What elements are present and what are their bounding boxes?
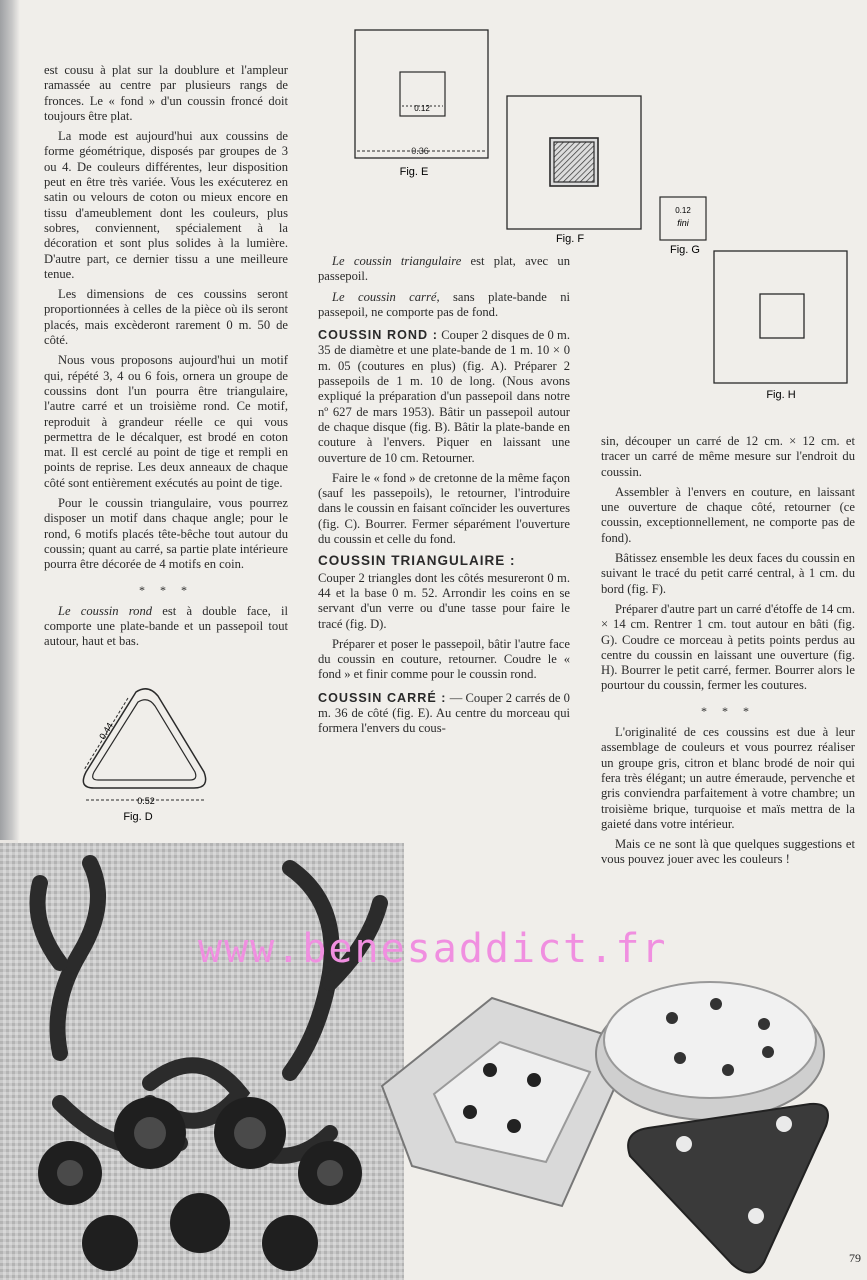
paragraph: Pour le coussin triangulaire, vous pourrez disposer un motif dans chaque angle; pour le rond, 6 motifs placés tête-bêche tout autour du coussin; quant au carré, sa partie plate intérieure pourra être décorée de 4 motifs en coin. [44,496,288,572]
figure-caption: Fig. H [766,389,796,401]
paragraph-text: — Couper 2 carrés de 0 m. 36 de côté (fig. E). Au centre du morceau qui formera l'envers du cous- [318,690,570,736]
triangle-cushion [628,1104,828,1273]
dimension-label: 0.12 [414,104,430,113]
section-separator: * * * [139,582,193,597]
paragraph: Préparer et poser le passepoil, bâtir l'autre face du coussin en couture, retourner. Coudre le « fond » et finir comme pour le coussin rond. [318,636,570,682]
paragraph-text: sans plate-bande ni passepoil, ne comporte pas de fond. [318,289,570,319]
figure-note: fini [677,218,689,228]
paragraph: Faire le « fond » de cretonne de la même façon (sauf les passepoils), le retourner, l'introduire dans le coussin en faisant coïncider les ouvertures (fig. C). Bourrer. Fermer séparément l'ouverture du coussin et celle du fond. [318,470,570,547]
figure-caption: Fig. G [670,244,700,256]
paragraph: Couper 2 triangles dont les côtés mesureront 0 m. 44 et la base 0 m. 52. Arrondir les coins en se servant d'un verre ou d'une tasse pour faire le tracé (fig. D). [318,570,570,631]
figure-caption: Fig. D [123,811,153,823]
figure-caption: Fig. E [399,166,429,178]
text-column-right [601,434,855,873]
diagram-figure-d [70,680,230,830]
figure-caption: Fig. F [555,233,585,245]
paragraph: L'originalité de ces coussins est due à leur assemblage de couleurs et vous pourrez réaliser un groupe gris, citron et blanc brodé de noir qui fera très élégant; un autre émeraude, pervenche et gris conviendra parfaitement à votre chambre; un troisième brique, turquoise et maïs mettra de la gaieté dans votre intérieur. [601,725,855,831]
paragraph: Nous vous proposons aujourd'hui un motif qui, répété 3, 4 ou 6 fois, ornera un groupe de coussins dont l'un pourra être triangulaire, l'autre carré et un troisième rond. Ce motif, reproduit à grandeur réelle ce qui vous permettra de le décalquer, est brodé en coton mat. Il est cerclé au point de tige et rempli en points de reprise. Les deux anneaux de chaque côté sont entièrement exécutés au point de tige. [44,353,288,490]
paragraph-text: Couper 2 disques de 0 m. 35 de diamètre et une plate-bande de 1 m. 10 × 0 m. 05 (coutures en plus) (fig. A). Préparer 2 passepoils de 1 m. 10 de long. (Nous avons expliqué la préparation d'un passepoil dans notre nº 627 de mars 1953). Bâtir un passepoil autour de chaque disque (fig. B). Bâtir la plate-bande en couture à l'envers. Piquer en laissant une ouverture de 10 cm. Retourner. [318,328,571,465]
paragraph: Préparer d'autre part un carré d'étoffe de 14 cm. × 14 cm. Rentrer 1 cm. tout autour en bâti (fig. G). Coudre ce morceau à petits points perdus au centre du coussin en laissant une ouverture (fig. H). Bourrer le petit carré, fermer. Bourrer alors le pourtour du coussin, fermer les coutures. [601,601,855,693]
watermark-text: www.benesaddict.fr [198,926,668,972]
dimension-label: 0.44 [97,720,115,742]
paragraph: Bâtissez ensemble les deux faces du coussin en suivant le tracé du petit carré central, à 1 cm. du bord (fig. F). [601,551,855,596]
italic-lead: Le coussin triangulaire [332,254,462,268]
square-cushion [382,998,634,1206]
italic-lead: Le coussin carré, [332,289,440,304]
paragraph: Les dimensions de ces coussins seront proportionnées à celles de la pièce où ils seront placés, mais excèderont rarement 0 m. 50 de côté. [44,287,288,348]
paragraph-text: est plat, avec un passepoil. [318,254,571,284]
paragraph: sin, découper un carré de 12 cm. × 12 cm. et tracer un carré de même mesure sur l'endroit du coussin. [601,434,855,479]
embroidery-motif-photo [0,843,404,1280]
paragraph [44,604,288,650]
figure-f [507,96,641,245]
section-heading: COUSSIN ROND : [318,328,438,343]
dimension-label: 0.52 [137,796,155,806]
facing-page-edge [0,0,20,840]
paragraph-text: est à double face, il comporte une plate-bande et un passepoil tout autour, haut et bas. [44,603,288,649]
section-heading: COUSSIN TRIANGULAIRE : [318,553,516,569]
dimension-label: 0.36 [411,146,429,156]
page-number: 79 [849,1251,861,1265]
text-column-left [44,63,288,655]
figure-h [714,251,847,401]
section-separator: * * * [701,703,755,718]
dimension-label: 0.12 [675,206,691,215]
diagram-figures-efgh [340,20,860,410]
paragraph [318,691,570,737]
round-cushion [596,982,824,1120]
paragraph: Assembler à l'envers en couture, en laissant une ouverture de chaque côté, retourner (ce coussin, exceptionnellement, ne comporte pas de fond). [601,484,855,545]
cushions-photo [372,966,837,1280]
paragraph: La mode est aujourd'hui aux coussins de forme géométrique, disposés par groupes de 3 ou 4. De couleurs différentes, leur disposition peut en être très variée. Vous les exécuterez en satin ou velours de coton ou mieux encore en tissu d'ameublement dont les couleurs, plus sobres, conviennent, spécialement à la décoration et sont plus solides à la lumière. D'autre part, ce dernier tissu a une meilleure tenue. [44,129,288,281]
paragraph: Mais ce ne sont là que quelques suggestions et vous pouvez jouer avec les couleurs ! [601,837,855,867]
paragraph: est cousu à plat sur la doublure et l'ampleur ramassée au centre par plusieurs rangs de fronces. Le « fond » d'un coussin froncé doit toujours être plat. [44,63,288,123]
figure-e [355,30,488,178]
figure-g [660,197,706,256]
section-heading: COUSSIN CARRÉ : [318,690,447,705]
italic-lead: Le coussin rond [58,603,153,618]
